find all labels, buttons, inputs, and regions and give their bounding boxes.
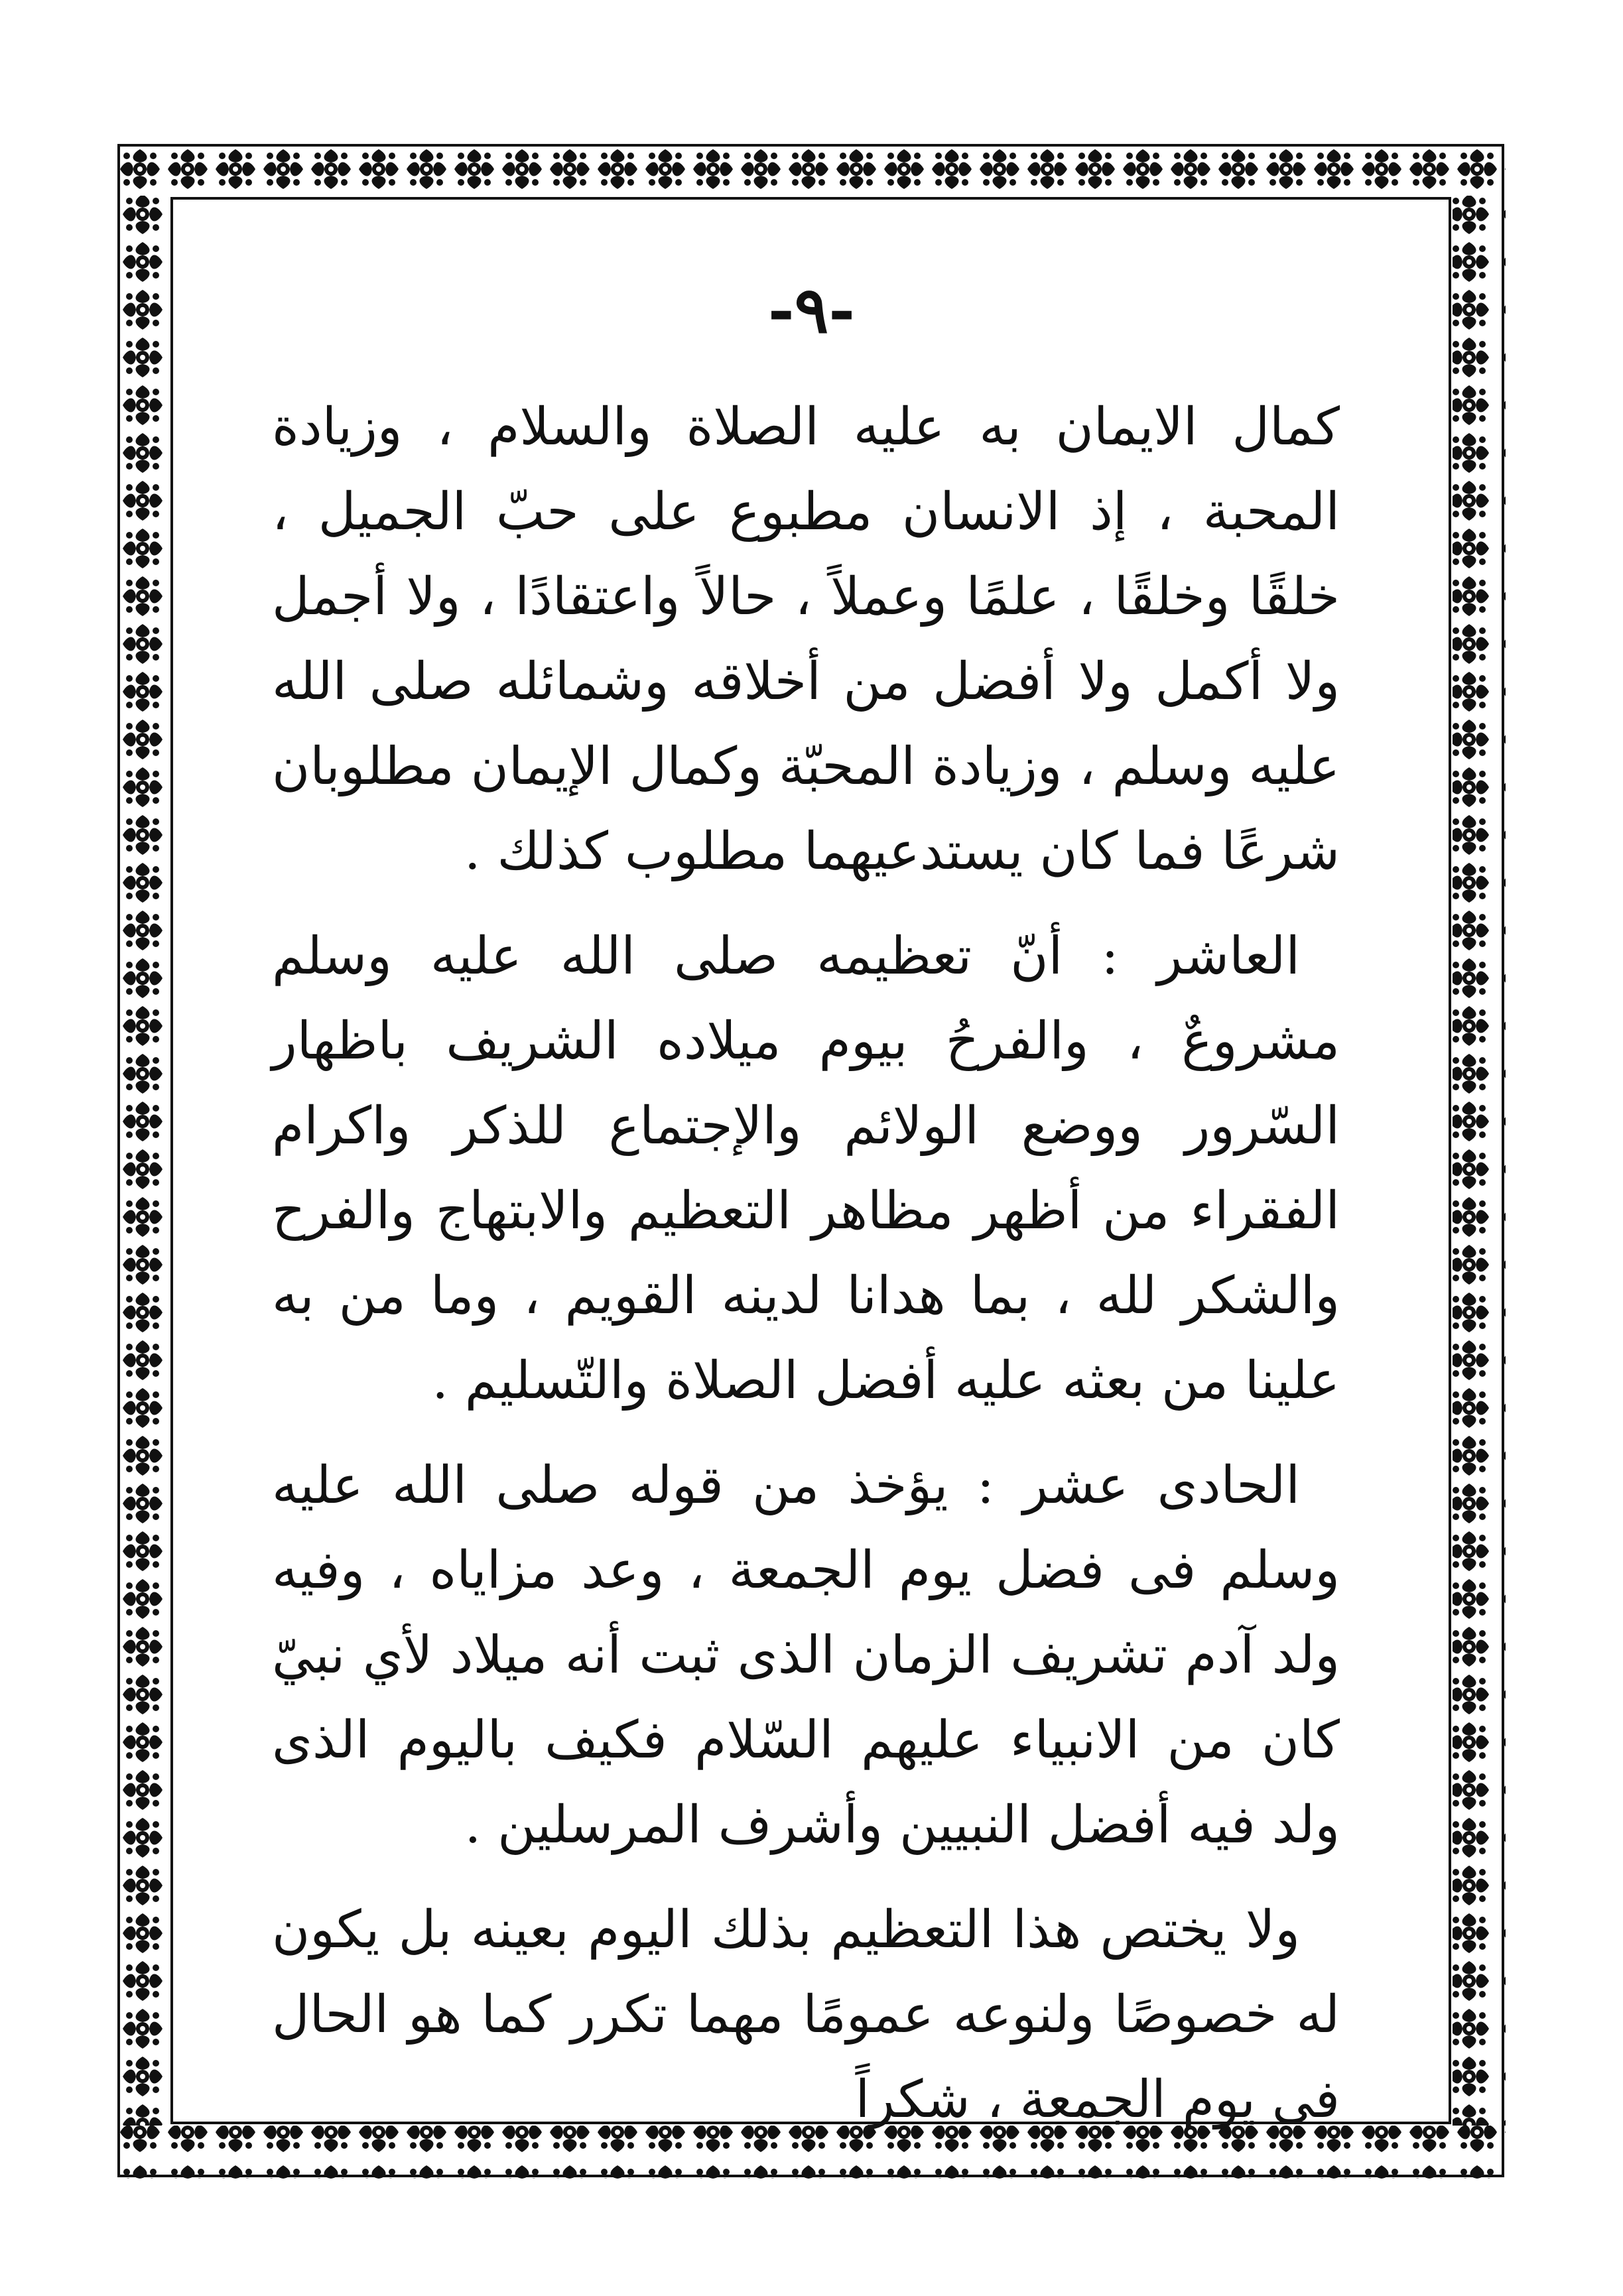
page-number: -٩- <box>767 273 856 348</box>
paragraph-1: كمال الايمان به عليه الصلاة والسلام ، وزيادة المحبة ، إذ الانسان مطبوع على حبّ الجميل ، خلقًا وخلقًا ، علمًا وعملاً ، حالاً واعتقادًا ، ولا أجمل ولا أكمل ولا أفضل من أخلاقه وشمائله صلى الله عليه وسلم ، وزيادة المحبّة وكمال الإيمان مطلوبان شرعًا فما كان يستدعيهما مطلوب كذلك . <box>272 397 1340 881</box>
paragraph-4: ولا يختص هذا التعظيم بذلك اليوم بعينه بل يكون له خصوصًا ولنوعه عمومًا مهما تكرر كما هو الحال فى يوم الجمعة ، شكراً <box>272 1900 1340 2130</box>
paragraph-2: العاشر : أنّ تعظيمه صلى الله عليه وسلم مشروعٌ ، والفرحُ بيوم ميلاده الشريف باظهار السّرور ووضع الولائم والإجتماع للذكر واكرام الفقراء من أظهر مظاهر التعظيم والابتهاج والفرح والشكر لله ، بما هدانا لدينه القويم ، وما من به علينا من بعثه عليه أفضل الصلاة والتّسليم . <box>272 926 1340 1411</box>
body-text <box>272 385 1340 2142</box>
paragraph-3: الحادى عشر : يؤخذ من قوله صلى الله عليه وسلم فى فضل يوم الجمعة ، وعد مزاياه ، وفيه ولد آدم تشريف الزمان الذى ثبت أنه ميلاد لأي نبيّ كان من الانبياء عليهم السّلام فكيف باليوم الذى ولد فيه أفضل النبيين وأشرف المرسلين . <box>272 1456 1340 1855</box>
